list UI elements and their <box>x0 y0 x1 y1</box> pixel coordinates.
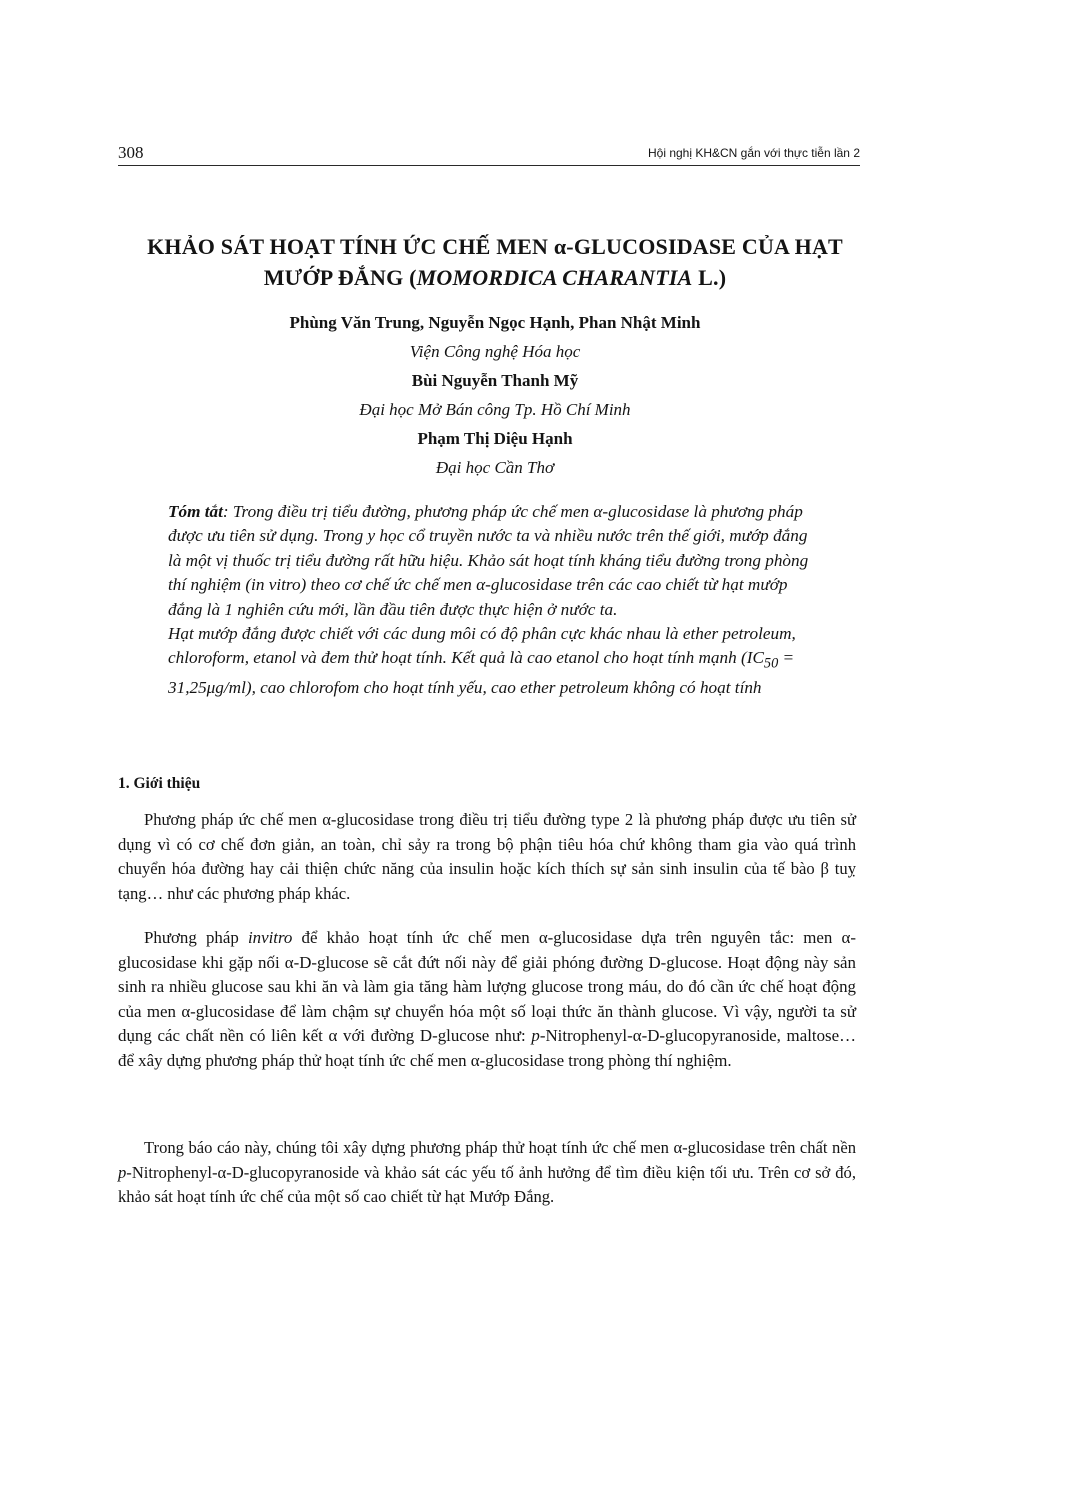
p2-text-c: -Nitrophenyl-α-D-glucopyranoside, maltose… để xây dựng phương pháp thử hoạt tính ức chế men α-glucosidase trong phòng thí nghiệm. <box>118 1026 856 1070</box>
abstract-label: Tóm tắt <box>168 502 223 521</box>
title-part-2: L.) <box>692 265 727 290</box>
abstract <box>168 500 816 701</box>
section-heading-introduction: 1. Giới thiệu <box>118 775 201 792</box>
affiliation-1: Viện Công nghệ Hóa học <box>409 342 581 361</box>
p3-text-b: -Nitrophenyl-α-D-glucopyranoside và khảo sát các yếu tố ảnh hưởng để tìm điều kiện tối ưu. Trên cơ sở đó, khảo sát hoạt tính ức chế của một số cao chiết từ hạt Mướp Đắng. <box>118 1162 856 1206</box>
title-part-1: KHẢO SÁT HOẠT TÍNH ỨC CHẾ MEN α-GLUCOSIDASE CỦA HẠT MƯỚP ĐẮNG ( <box>147 234 843 290</box>
abstract-paragraph-1 <box>168 500 816 622</box>
paper-title <box>110 231 880 293</box>
ic50-subscript: 50 <box>763 655 779 672</box>
running-header <box>118 143 860 166</box>
p2-text-a: Phương pháp <box>144 928 248 947</box>
p3-text-a: Trong báo cáo này, chúng tôi xây dựng phương pháp thử hoạt tính ức chế men α-glucosidase trên chất nền <box>144 1138 856 1157</box>
affiliation-3: Đại học Cần Thơ <box>435 458 555 477</box>
abstract-text-2b: = 31,25μg/ml), cao chlorofom cho hoạt tính yếu, cao ether petroleum không có hoạt tính <box>168 648 795 698</box>
page-number: 308 <box>118 143 144 162</box>
author-block <box>110 308 880 482</box>
p3-para-prefix: p <box>118 1162 127 1182</box>
abstract-text-2a: Hạt mướp đắng được chiết với các dung môi có độ phân cực khác nhau là ether petroleum, chloroform, etanol và đem thử hoạt tính. Kết quả là cao etanol cho hoạt tính mạnh (IC <box>168 624 796 668</box>
affiliation-2: Đại học Mở Bán công Tp. Hồ Chí Minh <box>359 400 631 419</box>
abstract-paragraph-2 <box>168 622 816 701</box>
intro-paragraph-2 <box>118 926 856 1073</box>
author-names-3: Phạm Thị Diệu Hạnh <box>417 429 573 448</box>
p2-invitro: invitro <box>247 928 293 947</box>
title-species: MOMORDICA CHARANTIA <box>416 265 693 290</box>
author-names-1: Phùng Văn Trung, Nguyễn Ngọc Hạnh, Phan Nhật Minh <box>289 313 701 332</box>
conference-name: Hội nghị KH&CN gắn với thực tiễn lần 2 <box>647 146 860 160</box>
p2-text-b: để khảo hoạt tính ức chế men α-glucosidase dựa trên nguyên tắc: men α-glucosidase khi gặp nối α-D-glucose sẽ cắt đứt nối này để giải phóng đường D-glucose. Hoạt động này sản sinh ra nhiều glucose sau khi ăn và làm gia tăng hàm lượng glucose trong máu, do đó cần ức chế hoạt động của men α-glucosidase để làm chậm sự chuyển hóa một số loại thức ăn thành glucose. Vì vậy, người ta sử dụng các chất nền có liên kết α với đường D-glucose như: <box>118 928 856 1045</box>
p2-para-prefix: p <box>531 1026 540 1045</box>
abstract-text-1: : Trong điều trị tiểu đường, phương pháp ức chế men α-glucosidase là phương pháp được ưu tiên sử dụng. Trong y học cổ truyền nước ta và nhiều nước trên thế giới, mướp đắng là một vị thuốc trị tiểu đường rất hữu hiệu. Khảo sát hoạt tính kháng tiểu đường trong phòng thí nghiệm (in vitro) theo cơ chế ức chế men α-glucosidase trên các cao chiết từ hạt mướp đắng là 1 nghiên cứu mới, lần đầu tiên được thực hiện ở nước ta. <box>168 502 809 619</box>
intro-paragraph-3 <box>118 1136 856 1210</box>
author-names-2: Bùi Nguyễn Thanh Mỹ <box>411 371 579 390</box>
intro-paragraph-1: Phương pháp ức chế men α-glucosidase trong điều trị tiểu đường type 2 là phương pháp được ưu tiên sử dụng vì có cơ chế đơn giản, an toàn, chỉ sảy ra trong bộ phận tiêu hóa chứ không tham gia vào quá trình chuyển hóa đường hay cải thiện chức năng của insulin hoặc kích thích sự sản sinh insulin của tế bào β tuỵ tạng… như các phương pháp khác. <box>118 810 856 903</box>
